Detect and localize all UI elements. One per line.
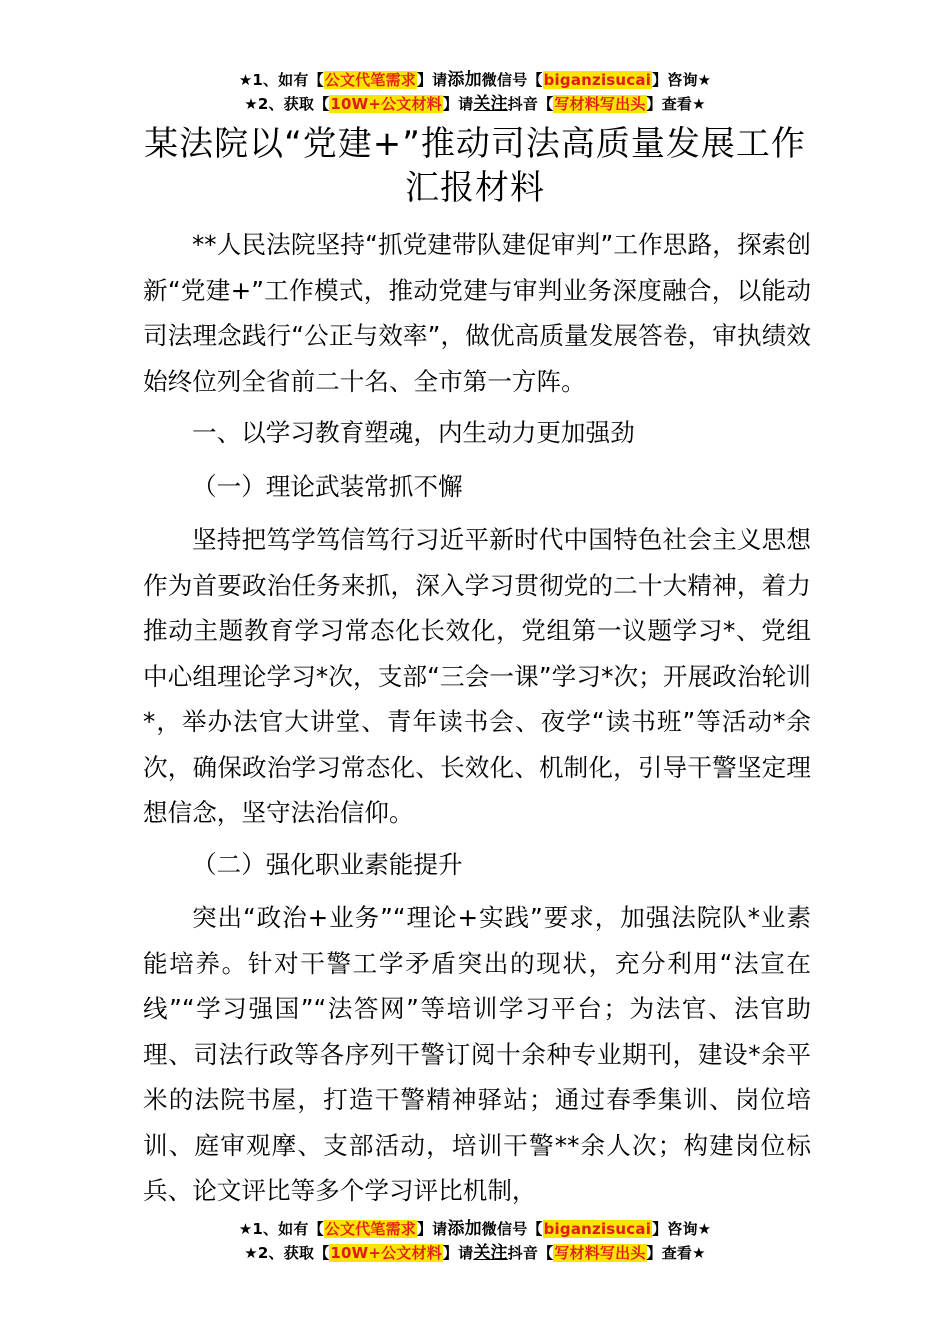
paragraph-intro: **人民法院坚持“抓党建带队建促审判”工作思路，探索创新“党建+”工作模式，推动党建与审判业务深度融合，以能动司法理念践行“公正与效率”，做优高质量发展答卷，审执绩效始终位列全省前二十名、全市第一方阵。 <box>143 230 811 396</box>
banner-highlight: 公文代笔需求 <box>324 71 416 89</box>
document-body <box>143 222 811 1220</box>
banner-highlight: 10W+公文材料 <box>330 1244 442 1262</box>
banner-text: ★1、如有【 <box>238 71 324 89</box>
banner-line-2 <box>0 92 950 116</box>
banner-text: 】请 <box>416 71 448 89</box>
banner-text: 】咨询★ <box>652 71 712 89</box>
banner-emphasis: 关注 <box>473 94 508 114</box>
banner-text: 】查看★ <box>646 1244 706 1262</box>
banner-highlight: 写材料写出头 <box>554 1244 646 1262</box>
subsection-heading: （一）理论武装常抓不懈 <box>192 471 463 501</box>
section-heading: 一、以学习教育塑魂，内生动力更加强劲 <box>192 418 635 447</box>
paragraph: 坚持把笃学笃信笃行习近平新时代中国特色社会主义思想作为首要政治任务来抓，深入学习贯彻党的二十大精神，着力推动主题教育学习常态化长效化，党组第一议题学习*、党组中心组理论学习*次，支部“三会一课”学习*次；开展政治轮训*，举办法官大讲堂、青年读书会、夜学“读书班”等活动*余次，确保政治学习常态化、长效化、机制化，引导干警坚定理想信念，坚守法治信仰。 <box>143 525 811 827</box>
banner-highlight: 写材料写出头 <box>554 95 646 113</box>
banner-text: 】请 <box>442 95 474 113</box>
title-line-1: 某法院以“党建+”推动司法高质量发展工作 <box>144 124 806 164</box>
banner-line-1 <box>0 68 950 92</box>
banner-emphasis: 添加 <box>447 70 482 90</box>
banner-text: 】请 <box>416 1220 448 1238</box>
banner-text: 微信号【 <box>481 1220 543 1238</box>
document-title <box>0 122 950 210</box>
banner-text: 抖音【 <box>507 95 554 113</box>
paragraph: 突出“政治+业务”“理论+实践”要求，加强法院队*业素能培养。针对干警工学矛盾突出的现状，充分利用“法宣在线”“学习强国”“法答网”等培训学习平台；为法官、法官助理、司法行政等各序列干警订阅十余种专业期刊，建设*余平米的法院书屋，打造干警精神驿站；通过春季集训、岗位培训、庭审观摩、支部活动，培训干警**余人次；构建岗位标兵、论文评比等多个学习评比机制， <box>143 903 811 1205</box>
banner-text: 微信号【 <box>481 71 543 89</box>
banner-text: 抖音【 <box>507 1244 554 1262</box>
banner-highlight: 公文代笔需求 <box>324 1220 416 1238</box>
banner-emphasis: 添加 <box>447 1219 482 1239</box>
banner-text: 】查看★ <box>646 95 706 113</box>
banner-emphasis: 关注 <box>473 1243 508 1263</box>
banner-text: ★2、获取【 <box>244 95 330 113</box>
banner-line-1 <box>0 1217 950 1241</box>
banner-text: ★2、获取【 <box>244 1244 330 1262</box>
banner-text: ★1、如有【 <box>238 1220 324 1238</box>
title-line-2: 汇报材料 <box>405 168 545 208</box>
subsection-heading: （二）强化职业素能提升 <box>192 849 463 879</box>
banner-highlight: biganzisucai <box>543 71 652 89</box>
banner-text: 】请 <box>442 1244 474 1262</box>
banner-text: 】咨询★ <box>652 1220 712 1238</box>
banner-line-2 <box>0 1241 950 1265</box>
bottom-banner <box>0 1217 950 1265</box>
banner-highlight: 10W+公文材料 <box>330 95 442 113</box>
banner-highlight: biganzisucai <box>543 1220 652 1238</box>
top-banner <box>0 68 950 116</box>
